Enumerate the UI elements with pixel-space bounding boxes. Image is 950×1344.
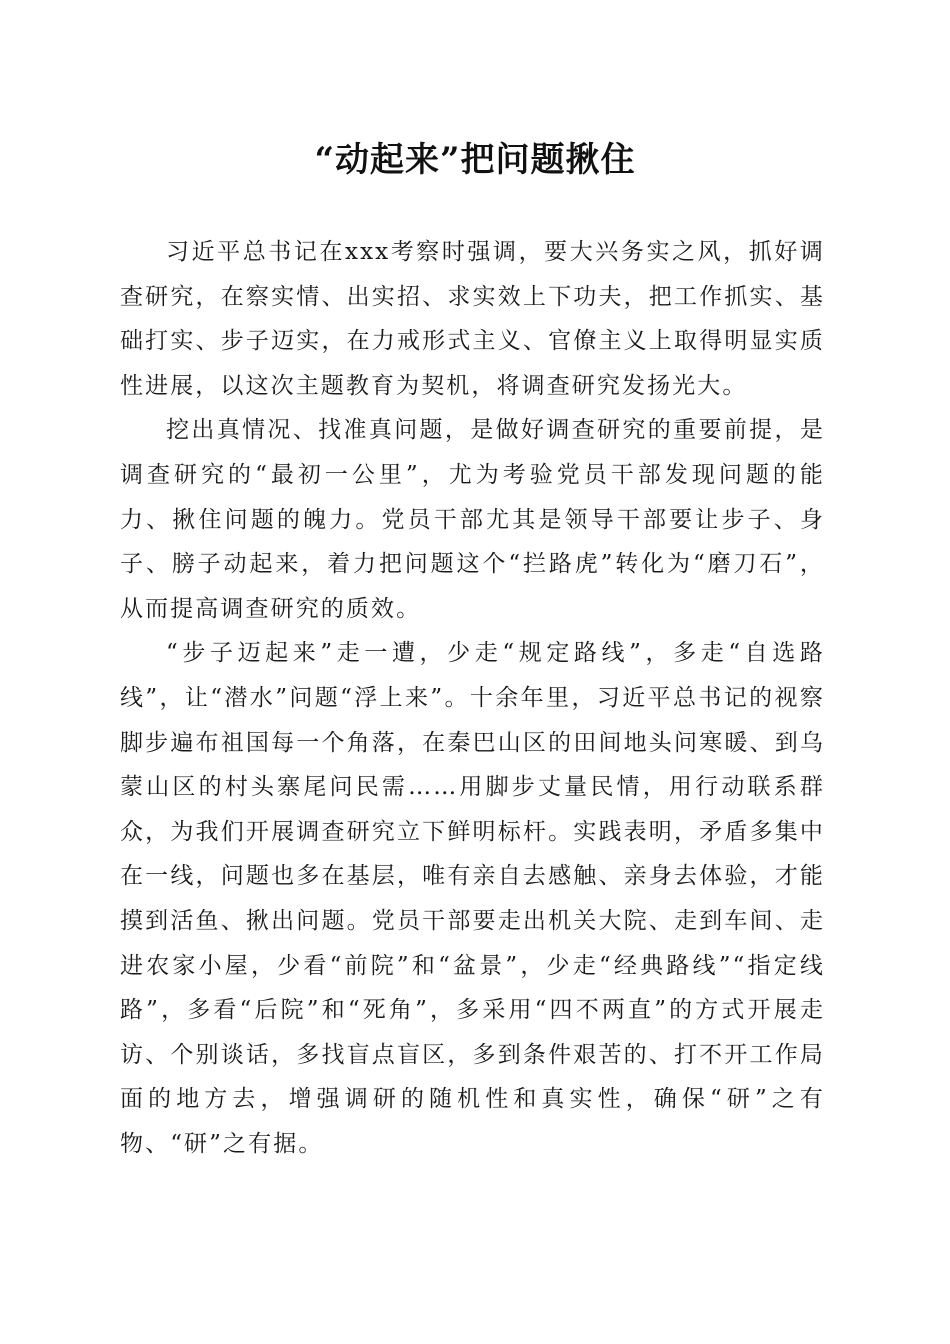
paragraph-1: 习近平总书记在xxx考察时强调，要大兴务实之风，抓好调查研究，在察实情、出实招、求实效上下功夫，把工作抓实、基础打实、步子迈实，在力戒形式主义、官僚主义上取得明显实质性进展，以这次主题教育为契机，将调查研究发扬光大。 (120, 239, 825, 399)
document-body (120, 230, 825, 1166)
paragraph-2: 挖出真情况、找准真问题，是做好调查研究的重要前提，是调查研究的“最初一公里”，尤为考验党员干部发现问题的能力、揪住问题的魄力。党员干部尤其是领导干部要让步子、身子、膀子动起来，着力把问题这个“拦路虎”转化为“磨刀石”，从而提高调查研究的质效。 (120, 417, 825, 622)
paragraph-3: “步子迈起来”走一遭，少走“规定路线”，多走“自选路线”，让“潜水”问题“浮上来”。十余年里，习近平总书记的视察脚步遍布祖国每一个角落，在秦巴山区的田间地头问寒暖、到乌蒙山区的村头寨尾问民需……用脚步丈量民情，用行动联系群众，为我们开展调查研究立下鲜明标杆。实践表明，矛盾多集中在一线，问题也多在基层，唯有亲自去感触、亲身去体验，才能摸到活鱼、揪出问题。党员干部要走出机关大院、走到车间、走进农家小屋，少看“前院”和“盆景”，少走“经典路线”“指定线路”，多看“后院”和“死角”，多采用“四不两直”的方式开展走访、个别谈话，多找盲点盲区，多到条件艰苦的、打不开工作局面的地方去，增强调研的随机性和真实性，确保“研”之有物、“研”之有据。 (120, 640, 825, 1157)
document-title: “动起来”把问题揪住 (314, 140, 636, 180)
